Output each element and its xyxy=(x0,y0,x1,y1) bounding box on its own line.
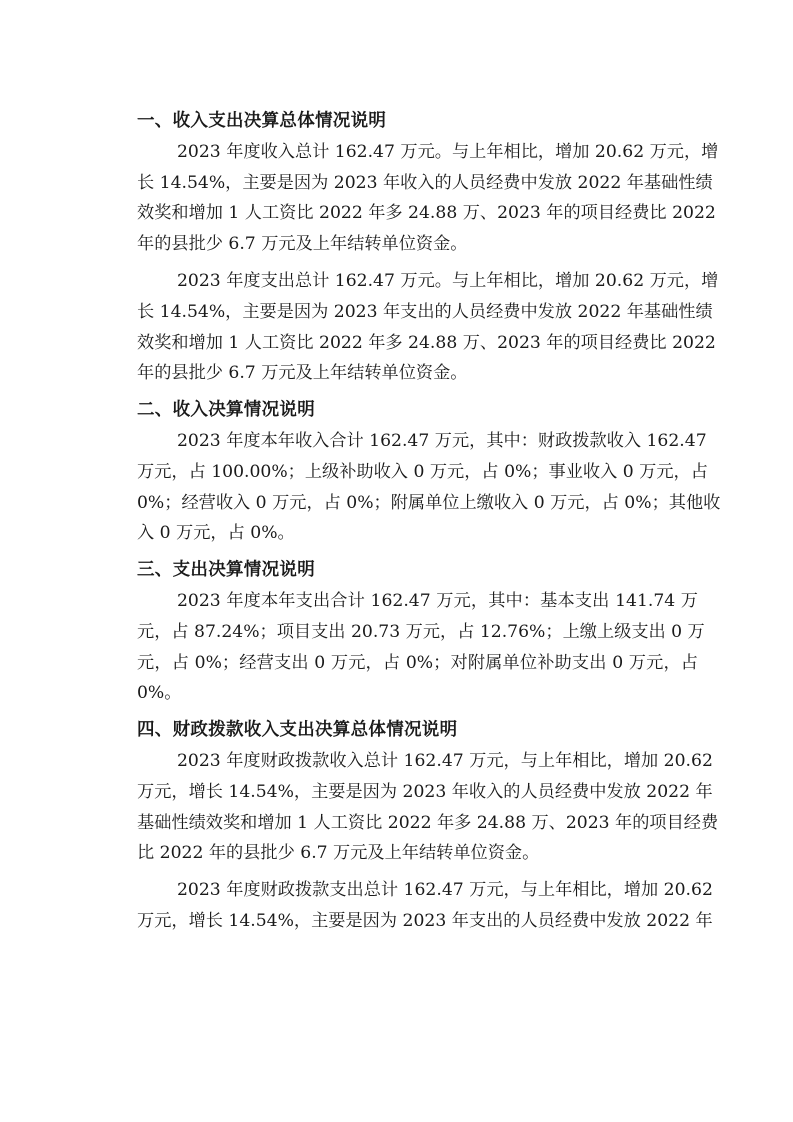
document-page xyxy=(97,106,721,937)
text-line: 2023 年度收入总计 162.47 万元。与上年相比，增加 20.62 万元，增 xyxy=(177,141,719,162)
text-line: 2023 年度支出总计 162.47 万元。与上年相比，增加 20.62 万元，增 xyxy=(177,270,719,291)
text-line: 2023 年度财政拨款支出总计 162.47 万元，与上年相比，增加 20.62 xyxy=(177,880,713,901)
paragraph xyxy=(97,875,713,937)
text-line: 元，占 0%；经营支出 0 万元，占 0%；对附属单位补助支出 0 万元，占 xyxy=(137,652,698,673)
text-line: 年的县批少 6.7 万元及上年结转单位资金。 xyxy=(137,234,468,255)
text-line: 比 2022 年的县批少 6.7 万元及上年结转单位资金。 xyxy=(137,843,540,864)
paragraph xyxy=(97,586,705,709)
text-line: 基础性绩效奖和增加 1 人工资比 2022 年多 24.88 万、2023 年的项目经费 xyxy=(137,812,719,833)
text-line: 年的县批少 6.7 万元及上年结转单位资金。 xyxy=(137,363,468,384)
text-line: 0%；经营收入 0 万元，占 0%；附属单位上缴收入 0 万元，占 0%；其他收 xyxy=(137,492,721,513)
text-line: 入 0 万元，占 0%。 xyxy=(137,523,295,544)
text-line: 长 14.54%，主要是因为 2023 年收入的人员经费中发放 2022 年基础性绩 xyxy=(137,172,713,193)
text-line: 万元，增长 14.54%，主要是因为 2023 年支出的人员经费中发放 2022 年 xyxy=(137,910,713,931)
paragraph xyxy=(97,426,721,549)
section-heading: 一、收入支出决算总体情况说明 xyxy=(137,111,387,131)
text-line: 长 14.54%，主要是因为 2023 年支出的人员经费中发放 2022 年基础性绩 xyxy=(137,301,713,322)
section-4 xyxy=(97,715,719,937)
text-line: 效奖和增加 1 人工资比 2022 年多 24.88 万、2023 年的项目经费比 2022 xyxy=(137,332,716,353)
section-heading: 四、财政拨款收入支出决算总体情况说明 xyxy=(137,720,458,741)
text-line: 万元，增长 14.54%，主要是因为 2023 年收入的人员经费中发放 2022 年 xyxy=(137,781,713,802)
section-heading: 三、支出决算情况说明 xyxy=(137,560,315,581)
paragraph xyxy=(97,266,719,389)
text-line: 0%。 xyxy=(137,683,182,704)
text-line: 元，占 87.24%；项目支出 20.73 万元，占 12.76%；上缴上级支出 0 万 xyxy=(137,621,705,642)
section-2 xyxy=(97,395,721,549)
text-line: 效奖和增加 1 人工资比 2022 年多 24.88 万、2023 年的项目经费比 2022 xyxy=(137,203,716,224)
text-line: 万元，占 100.00%；上级补助收入 0 万元，占 0%；事业收入 0 万元，占 xyxy=(137,461,708,482)
text-line: 2023 年度财政拨款收入总计 162.47 万元，与上年相比，增加 20.62 xyxy=(177,750,713,771)
text-line: 2023 年度本年收入合计 162.47 万元，其中：财政拨款收入 162.47 xyxy=(177,430,707,451)
section-heading: 二、收入决算情况说明 xyxy=(137,400,315,421)
section-1 xyxy=(97,106,719,389)
paragraph xyxy=(97,746,719,869)
section-3 xyxy=(97,555,705,709)
text-line: 2023 年度本年支出合计 162.47 万元，其中：基本支出 141.74 万 xyxy=(177,590,698,611)
paragraph xyxy=(97,137,719,260)
